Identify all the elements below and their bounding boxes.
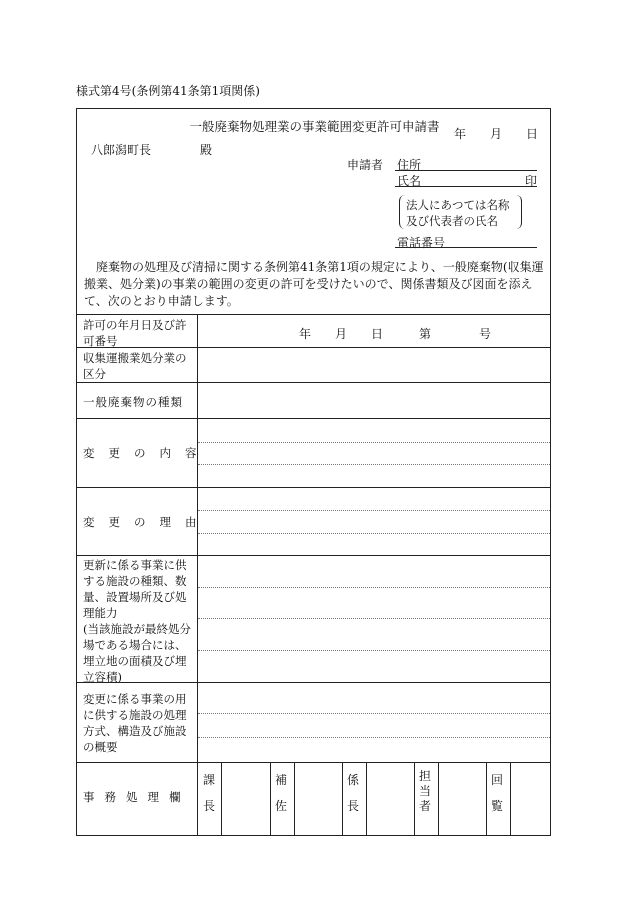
change-content-label: 変更の内容 — [83, 446, 211, 460]
stamp-box-ho[interactable] — [295, 763, 342, 835]
application-form: 一般廃棄物処理業の事業範囲変更許可申請書 年 月 日 八郎潟町長 殿 申請者 住所 氏名 印 法人にあつては名称 及び代表者の氏名 電話番号 廃棄物の処理及び清掃に関する条例第41条第1項の規定により、一般廃棄物(収集運搬業、処分業)の事業の範囲の変更の許可を受けたいので、関係書類及び図面を添えて、次のとおり申請します。 許可の年月日及び許可番号 年 月 日 第 号 収集運搬業処分業の区分 一般廃棄物の種類 変更の内容 変更の理由 更新に係る事業に供する施設の種類、数量、設置場所及び処理能力 (当該施設が最終処分場である場合には、埋立地の面積及び埋立容積) 変更に係る事業の用に供する施設の処理方式、構造及び施設の概要 事務処理欄 課 長 補 佐 係 長 担 当 者 回 覧 — [76, 108, 551, 836]
permit-date-value[interactable]: 年 月 日 第 号 — [299, 327, 492, 341]
facility-update-label: 更新に係る事業に供する施設の種類、数量、設置場所及び処理能力 (当該施設が最終処分場である場合には、埋立地の面積及び埋立容積) — [83, 558, 191, 684]
address-line[interactable] — [395, 170, 537, 171]
stamp-ho-label: 補 — [275, 773, 288, 787]
stamp-ka-label: 課 — [203, 773, 216, 787]
corporate-note: 法人にあつては名称 及び代表者の氏名 — [406, 198, 510, 228]
phone-label: 電話番号 — [397, 236, 446, 250]
stamp-kakari-label: 係 — [347, 773, 360, 787]
change-reason-label: 変更の理由 — [83, 515, 211, 529]
stamp-box-tanto[interactable] — [439, 763, 486, 835]
stamp-tanto-label: 担 — [419, 769, 432, 783]
phone-line[interactable] — [395, 247, 537, 248]
name-label: 氏名 — [397, 174, 422, 188]
stamp-kairan-label: 回 — [491, 773, 504, 787]
office-use-label: 事務処理欄 — [83, 790, 191, 804]
addressee: 八郎潟町長 — [91, 143, 152, 157]
stamp-box-kakari[interactable] — [367, 763, 414, 835]
corporate-note-bracket — [399, 195, 522, 229]
waste-type-label: 一般廃棄物の種類 — [83, 395, 183, 409]
permit-date-label: 許可の年月日及び許可番号 — [83, 318, 187, 348]
label-column-divider — [197, 314, 198, 835]
table-top-border — [77, 314, 550, 315]
name-line[interactable] — [395, 186, 537, 187]
form-title: 一般廃棄物処理業の事業範囲変更許可申請書 — [189, 119, 440, 134]
applicant-label: 申請者 — [347, 158, 384, 172]
request-body-text: 廃棄物の処理及び清掃に関する条例第41条第1項の規定により、一般廃棄物(収集運搬業、処分業)の事業の範囲の変更の許可を受けたいので、関係書類及び図面を添えて、次のとおり申請します。 — [84, 260, 544, 308]
form-number-label: 様式第4号(条例第41条第1項関係) — [76, 84, 260, 98]
facility-change-label: 変更に係る事業の用に供する施設の処理方式、構造及び施設の概要 — [83, 692, 187, 754]
address-label: 住所 — [397, 158, 422, 172]
stamp-box-kairan[interactable] — [511, 763, 550, 835]
application-date[interactable]: 年 月 日 — [453, 127, 538, 141]
stamp-box-ka[interactable] — [222, 763, 270, 835]
category-label: 収集運搬業処分業の区分 — [83, 351, 187, 381]
honorific: 殿 — [200, 143, 213, 157]
seal-mark: 印 — [525, 174, 538, 188]
